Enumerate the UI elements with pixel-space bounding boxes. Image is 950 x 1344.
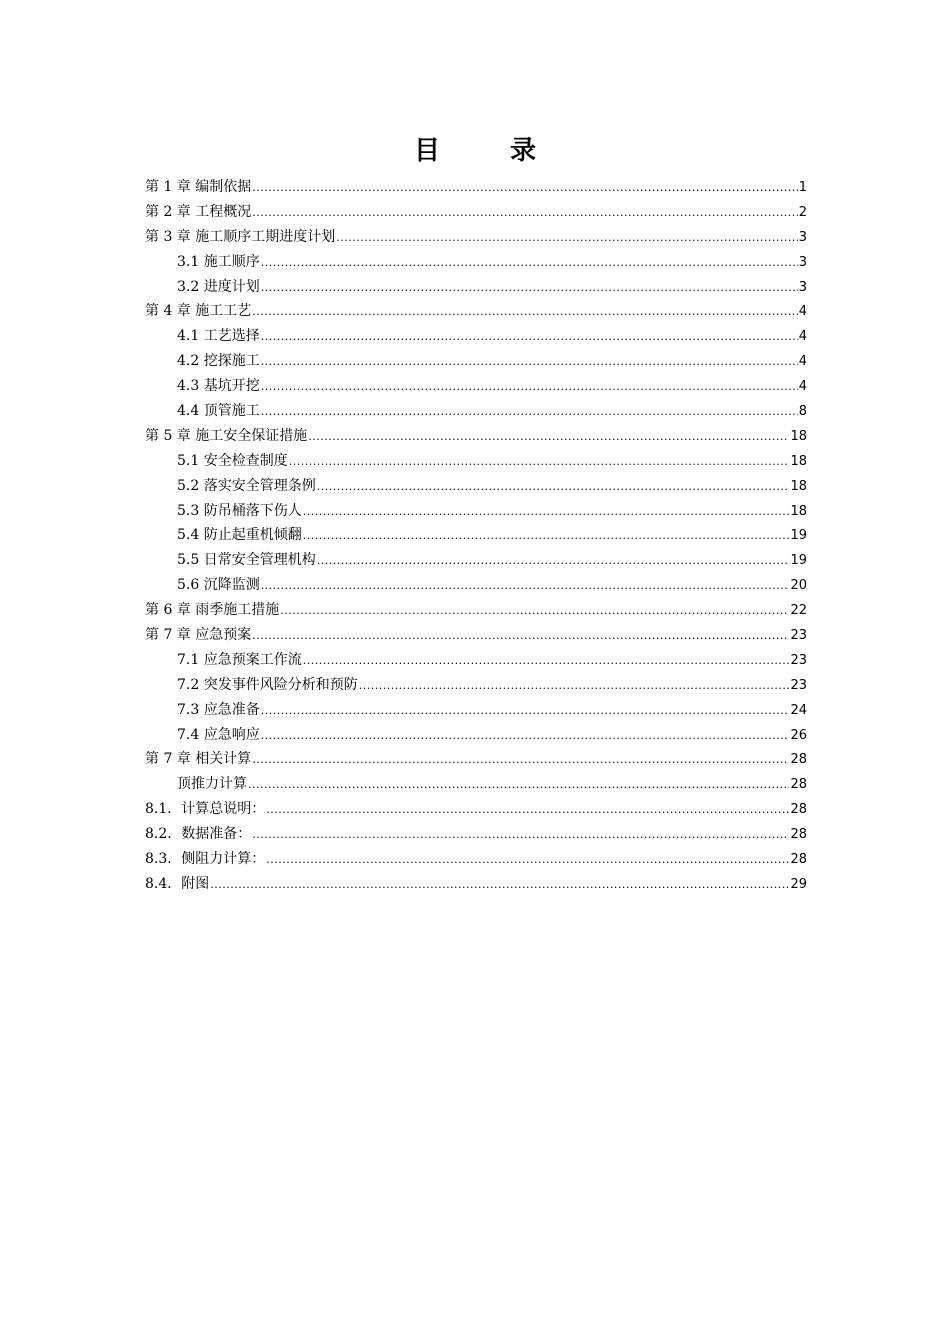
toc-dot-leader [252,176,797,201]
toc-entry-label: 第 4 章 施工工艺 [145,303,252,320]
toc-entry-label: 第 7 章 应急预案 [145,627,252,644]
toc-entry-page-number: 4 [798,354,807,370]
toc-entry-page-number: 28 [790,827,807,843]
toc-entry-page-number: 28 [790,752,807,768]
toc-entry[interactable] [145,847,807,872]
toc-dot-leader [359,674,790,699]
toc-entry-label: 顶推力计算 [177,776,247,793]
toc-entry[interactable] [145,573,807,598]
toc-entry[interactable] [145,324,807,349]
toc-entry-page-number: 23 [790,628,807,644]
toc-entry[interactable] [145,349,807,374]
toc-dot-leader [280,599,789,624]
toc-entry[interactable] [145,474,807,499]
toc-entry[interactable] [145,772,807,797]
toc-title: 目 录 [413,136,558,166]
toc-entry[interactable] [145,723,807,748]
toc-dot-leader [261,325,798,350]
toc-dot-leader [303,500,790,525]
toc-entry-label: 4.2 挖探施工 [177,353,260,370]
toc-entry[interactable] [145,299,807,324]
toc-entry-page-number: 24 [790,702,807,718]
toc-dot-leader [261,724,790,749]
toc-entry-page-number: 4 [798,379,807,395]
toc-entry-label: 4.1 工艺选择 [177,328,260,345]
toc-dot-leader [261,251,798,276]
toc-dot-leader [261,574,790,599]
toc-entry-page-number: 18 [790,503,807,519]
toc-entry-label: 4.4 顶管施工 [177,403,260,420]
toc-dot-leader [336,226,797,251]
toc-entry[interactable] [145,698,807,723]
toc-entry[interactable] [145,523,807,548]
toc-entry-label: 5.4 防止起重机倾翻 [177,527,302,544]
toc-dot-leader [261,350,798,375]
toc-entry-label: 5.6 沉降监测 [177,577,260,594]
toc-entry[interactable] [145,598,807,623]
toc-dot-leader [252,624,789,649]
toc-dot-leader [252,300,797,325]
toc-entry-label: 8.1．计算总说明： [145,801,266,818]
toc-entry-label: 第 1 章 编制依据 [145,179,252,195]
toc-dot-leader [248,773,789,798]
toc-dot-leader [261,375,798,400]
toc-entry-page-number: 19 [790,528,807,544]
toc-entry[interactable] [145,872,807,897]
toc-entry[interactable] [145,548,807,573]
toc-dot-leader [252,748,789,773]
toc-entry-page-number: 18 [790,478,807,494]
toc-entry-page-number: 4 [798,304,807,320]
toc-entry[interactable] [145,175,807,200]
toc-dot-leader [308,425,789,450]
toc-dot-leader [261,699,790,724]
toc-entry-label: 7.3 应急准备 [177,701,260,718]
toc-entry-page-number: 18 [790,428,807,444]
toc-entry-page-number: 26 [790,727,807,743]
toc-entry-label: 7.1 应急预案工作流 [177,651,302,668]
toc-entry[interactable] [145,225,807,250]
toc-entry-page-number: 20 [790,578,807,594]
toc-entry-page-number: 18 [790,453,807,469]
toc-entry-page-number: 3 [798,254,807,270]
toc-entry-label: 7.4 应急响应 [177,726,260,743]
toc-dot-leader [303,649,790,674]
toc-list [145,175,807,897]
toc-entry-label: 5.1 安全检查制度 [177,452,288,469]
toc-entry[interactable] [145,275,807,300]
toc-entry-label: 第 5 章 施工安全保证措施 [145,427,308,444]
toc-entry-page-number: 4 [798,329,807,345]
toc-entry[interactable] [145,200,807,225]
toc-entry-label: 5.5 日常安全管理机构 [177,552,316,569]
toc-entry-page-number: 22 [790,603,807,619]
toc-entry-label: 3.2 进度计划 [177,278,260,295]
toc-dot-leader [317,549,790,574]
toc-entry[interactable] [145,424,807,449]
toc-dot-leader [261,400,798,425]
toc-entry-label: 8.4．附图 [145,875,210,892]
toc-entry[interactable] [145,499,807,524]
toc-entry-label: 5.3 防吊桶落下伤人 [177,502,302,519]
toc-entry-label: 8.3．侧阻力计算： [145,851,266,868]
toc-entry-label: 第 3 章 施工顺序工期进度计划 [145,228,336,245]
toc-entry-label: 4.3 基坑开挖 [177,378,260,395]
toc-entry-page-number: 3 [798,229,807,245]
toc-entry-label: 第 6 章 雨季施工措施 [145,602,280,619]
toc-entry[interactable] [145,250,807,275]
toc-entry-page-number: 1 [798,180,807,195]
toc-dot-leader [303,524,790,549]
toc-entry[interactable] [145,374,807,399]
toc-entry[interactable] [145,449,807,474]
toc-dot-leader [252,823,789,848]
toc-entry-page-number: 8 [798,404,807,420]
toc-entry[interactable] [145,399,807,424]
toc-entry-label: 第 2 章 工程概况 [145,203,252,220]
toc-entry-page-number: 28 [790,802,807,818]
toc-entry-label: 5.2 落实安全管理条例 [177,477,316,494]
toc-entry-page-number: 23 [790,677,807,693]
toc-entry-page-number: 29 [790,876,807,892]
toc-entry-page-number: 2 [798,204,807,220]
toc-entry[interactable] [145,648,807,673]
toc-entry-label: 7.2 突发事件风险分析和预防 [177,676,358,693]
toc-entry-page-number: 19 [790,553,807,569]
toc-dot-leader [261,276,798,301]
toc-entry[interactable] [145,623,807,648]
toc-dot-leader [252,201,797,226]
toc-dot-leader [266,848,789,873]
toc-entry[interactable] [145,797,807,822]
toc-entry-label: 8.2．数据准备： [145,826,252,843]
toc-entry[interactable] [145,822,807,847]
toc-entry-page-number: 3 [798,279,807,295]
toc-dot-leader [266,798,789,823]
toc-entry-page-number: 28 [790,852,807,868]
toc-entry-label: 第 7 章 相关计算 [145,751,252,768]
toc-dot-leader [289,450,790,475]
toc-entry[interactable] [145,747,807,772]
toc-dot-leader [210,873,789,898]
toc-dot-leader [317,475,790,500]
toc-entry-label: 3.1 施工顺序 [177,253,260,270]
toc-entry[interactable] [145,673,807,698]
toc-entry-page-number: 28 [790,777,807,793]
toc-entry-page-number: 23 [790,652,807,668]
